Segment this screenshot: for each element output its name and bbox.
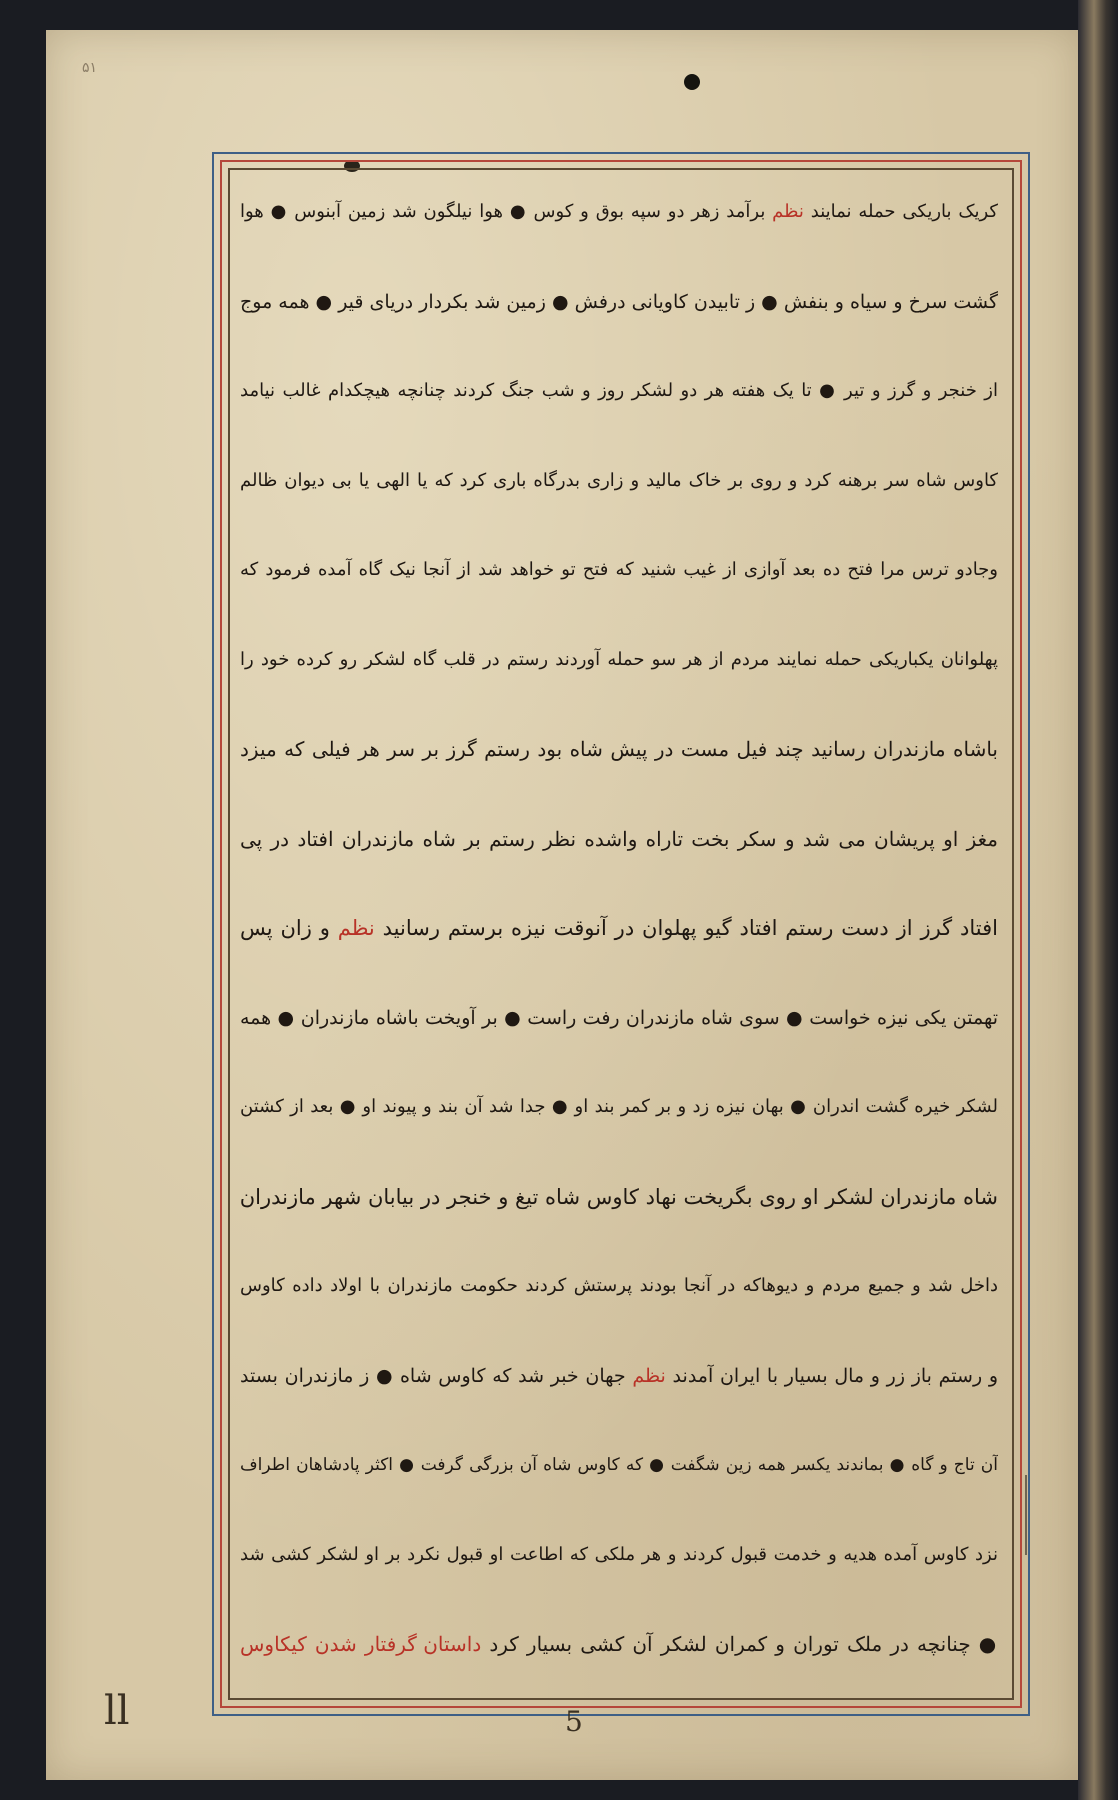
- text-line: [240, 988, 998, 1048]
- text-line: [240, 719, 998, 779]
- line-text: گشت سرخ و سیاه و بنفش ● ز تابیدن کاویانی درفش ● زمین شد بکردار دریای قیر ● همه موج: [240, 290, 998, 313]
- margin-stroke: [1025, 1475, 1041, 1555]
- text-line: [240, 272, 998, 332]
- text-block: [236, 176, 1002, 1688]
- line-text: وجادو ترس مرا فتح ده بعد آوازی از غیب شنید که فتح تو خواهد شد از آنجا نیک گاه آمده فرمود که: [240, 559, 998, 580]
- text-line: [240, 182, 998, 242]
- text-line: [240, 361, 998, 421]
- line-text: لشکر خیره گشت اندران ● بهان نیزه زد و بر کمر بند او ● جدا شد آن بند و پیوند او ● بعد از کشتن: [240, 1096, 998, 1117]
- rubric-heading: نظم: [337, 916, 375, 940]
- text-line: [240, 1077, 998, 1137]
- line-text: نزد کاوس آمده هدیه و خدمت قبول کردند و هر ملکی که اطاعت او قبول نکرد بر او لشکر کشی شد: [240, 1543, 998, 1565]
- line-text: کاوس شاه سر برهنه کرد و روی بر خاک مالید و زاری بدرگاه باری کرد که یا الهی یا بی دیوان ظالم: [240, 469, 998, 491]
- text-line: [240, 809, 998, 869]
- text-line: [240, 898, 998, 958]
- line-text: از خنجر و گرز و تیر ● تا یک هفته هر دو لشکر روز و شب جنگ کردند چنانچه هیچکدام غالب نیامد: [240, 380, 998, 401]
- line-text: داخل شد و جمیع مردم و دیوهاکه در آنجا بودند پرستش کردند حکومت مازندران با اولاد داده کاوس: [240, 1275, 998, 1296]
- line-text: ● چنانچه در ملک توران و کمران لشکر آن کشی بسیار کرد: [481, 1632, 998, 1656]
- rubric-heading: داستان گرفتار شدن کیکاوس: [240, 1632, 482, 1656]
- line-text: تهمتن یکی نیزه خواست ● سوی شاه مازندران رفت راست ● بر آویخت باشاه مازندران ● همه: [240, 1006, 998, 1029]
- line-text: آن تاج و گاه ● بماندند یکسر همه زین شگفت ● که کاوس شاه آن بزرگی گرفت ● اکثر پادشاهان اطراف: [240, 1455, 998, 1475]
- text-line: [240, 1167, 998, 1227]
- text-line: [240, 1614, 998, 1674]
- line-text-continued: جهان خبر شد که کاوس شاه ● ز مازندران بستد: [240, 1364, 633, 1387]
- rubric-heading: نظم: [632, 1364, 666, 1387]
- line-text-continued: برآمد زهر دو سپه بوق و کوس ● هوا نیلگون شد زمین آبنوس ● هوا: [240, 201, 773, 222]
- line-text: کریک باریکی حمله نمایند: [803, 201, 998, 222]
- line-text-continued: و زان پس: [240, 916, 338, 940]
- rubric-heading: نظم: [772, 201, 804, 222]
- text-line: [240, 1525, 998, 1585]
- text-line: [240, 1435, 998, 1495]
- folio-number: ۵۱: [82, 60, 98, 76]
- line-text: مغز او پریشان می شد و سکر بخت تاراه واشده نظر رستم بر شاه مازندران افتاد در پی: [240, 826, 998, 851]
- line-text: و رستم باز زر و مال بسیار با ایران آمدند: [665, 1364, 998, 1387]
- line-text: شاه مازندران لشکر او روی بگریخت نهاد کاوس شاه تیغ و خنجر در بیابان شهر مازندران: [240, 1184, 998, 1209]
- leaf-marks: ll: [104, 1688, 130, 1734]
- text-line: [240, 630, 998, 690]
- catchword-mark: 5: [565, 1705, 583, 1738]
- line-text: باشاه مازندران رسانید چند فیل مست در پیش شاه بود رستم گرز بر سر هر فیلی که میزد: [240, 737, 998, 761]
- text-line: [240, 1256, 998, 1316]
- text-line: [240, 540, 998, 600]
- text-line: [240, 1346, 998, 1406]
- text-line: [240, 451, 998, 511]
- line-text: پهلوانان یکباریکی حمله نمایند مردم از هر سو حمله آوردند رستم در قلب گاه لشکر رو کرده خود را: [240, 648, 998, 670]
- sewing-hole: [684, 74, 700, 90]
- line-text: افتاد گرز از دست رستم افتاد گیو پهلوان در آنوقت نیزه برستم رسانید: [374, 916, 998, 940]
- page-edge-binding: [1078, 0, 1118, 1800]
